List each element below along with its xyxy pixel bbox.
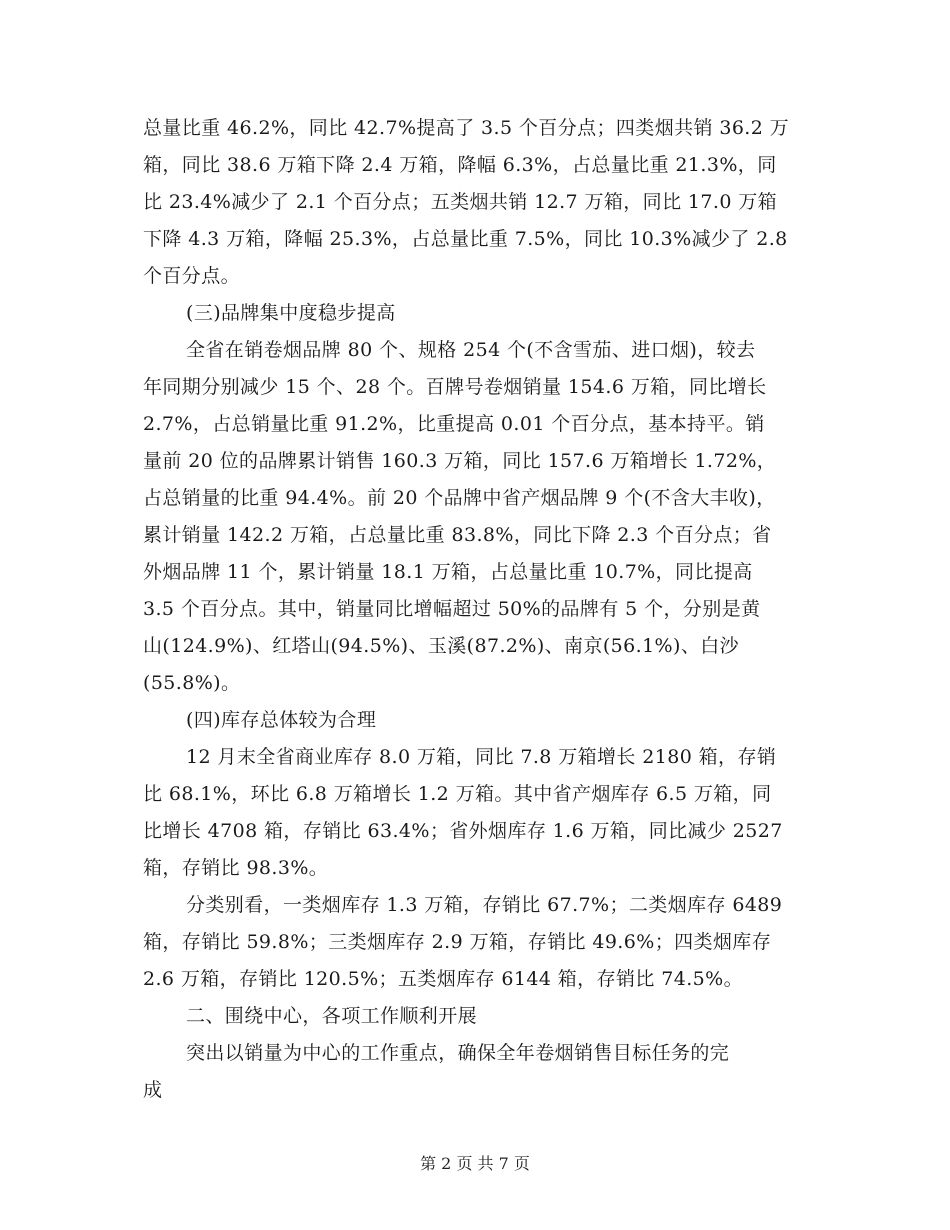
text-line: 3.5 个百分点。其中，销量同比增幅超过 50%的品牌有 5 个，分别是黄 (143, 598, 761, 620)
text-line: 山(124.9%)、红塔山(94.5%)、玉溪(87.2%)、南京(56.1%)、白沙 (143, 635, 740, 657)
page-footer: 第 2 页 共 7 页 (420, 1154, 530, 1173)
text-line: 年同期分别减少 15 个、28 个。百牌号卷烟销量 154.6 万箱，同比增长 (143, 376, 767, 398)
text-line: 12 月末全省商业库存 8.0 万箱，同比 7.8 万箱增长 2180 箱，存销 (186, 746, 777, 768)
text-line: 成 (143, 1079, 163, 1101)
text-line: 箱，存销比 98.3%。 (143, 857, 329, 879)
text-line: 2.7%，占总销量比重 91.2%，比重提高 0.01 个百分点，基本持平。销 (143, 413, 765, 435)
text-line: 2.6 万箱，存销比 120.5%；五类烟库存 6144 箱，存销比 74.5%。 (143, 968, 743, 990)
text-line: 比增长 4708 箱，存销比 63.4%；省外烟库存 1.6 万箱，同比减少 2527 (143, 820, 783, 842)
text-line: 全省在销卷烟品牌 80 个、规格 254 个(不含雪茄、进口烟)，较去 (186, 339, 756, 361)
text-line: 外烟品牌 11 个，累计销量 18.1 万箱，占总量比重 10.7%，同比提高 (143, 561, 753, 583)
text-line: 箱，存销比 59.8%；三类烟库存 2.9 万箱，存销比 49.6%；四类烟库存 (143, 931, 772, 953)
text-line: 累计销量 142.2 万箱，占总量比重 83.8%，同比下降 2.3 个百分点；省 (143, 524, 772, 546)
text-line: 分类别看，一类烟库存 1.3 万箱，存销比 67.7%；二类烟库存 6489 (186, 894, 783, 916)
text-line: 占总销量的比重 94.4%。前 20 个品牌中省产烟品牌 9 个(不含大丰收)， (143, 487, 776, 509)
text-line: 比 68.1%，环比 6.8 万箱增长 1.2 万箱。其中省产烟库存 6.5 万箱，同 (143, 783, 772, 805)
text-line: (55.8%)。 (143, 672, 241, 694)
text-line: 箱，同比 38.6 万箱下降 2.4 万箱，降幅 6.3%，占总量比重 21.3%，同 (143, 154, 777, 176)
section-heading: (三)品牌集中度稳步提高 (186, 302, 396, 324)
section-heading: 二、围绕中心，各项工作顺利开展 (186, 1005, 478, 1027)
text-line: 比 23.4%减少了 2.1 个百分点；五类烟共销 12.7 万箱，同比 17.0 万箱 (143, 191, 778, 213)
text-line: 量前 20 位的品牌累计销售 160.3 万箱，同比 157.6 万箱增长 1.72%， (143, 450, 777, 472)
section-heading: (四)库存总体较为合理 (186, 709, 377, 731)
text-line: 总量比重 46.2%，同比 42.7%提高了 3.5 个百分点；四类烟共销 36.2 万 (143, 117, 790, 139)
text-line: 突出以销量为中心的工作重点，确保全年卷烟销售目标任务的完 (186, 1042, 730, 1064)
text-line: 个百分点。 (143, 265, 241, 287)
text-line: 下降 4.3 万箱，降幅 25.3%，占总量比重 7.5%，同比 10.3%减少了 2.8 (143, 228, 788, 250)
